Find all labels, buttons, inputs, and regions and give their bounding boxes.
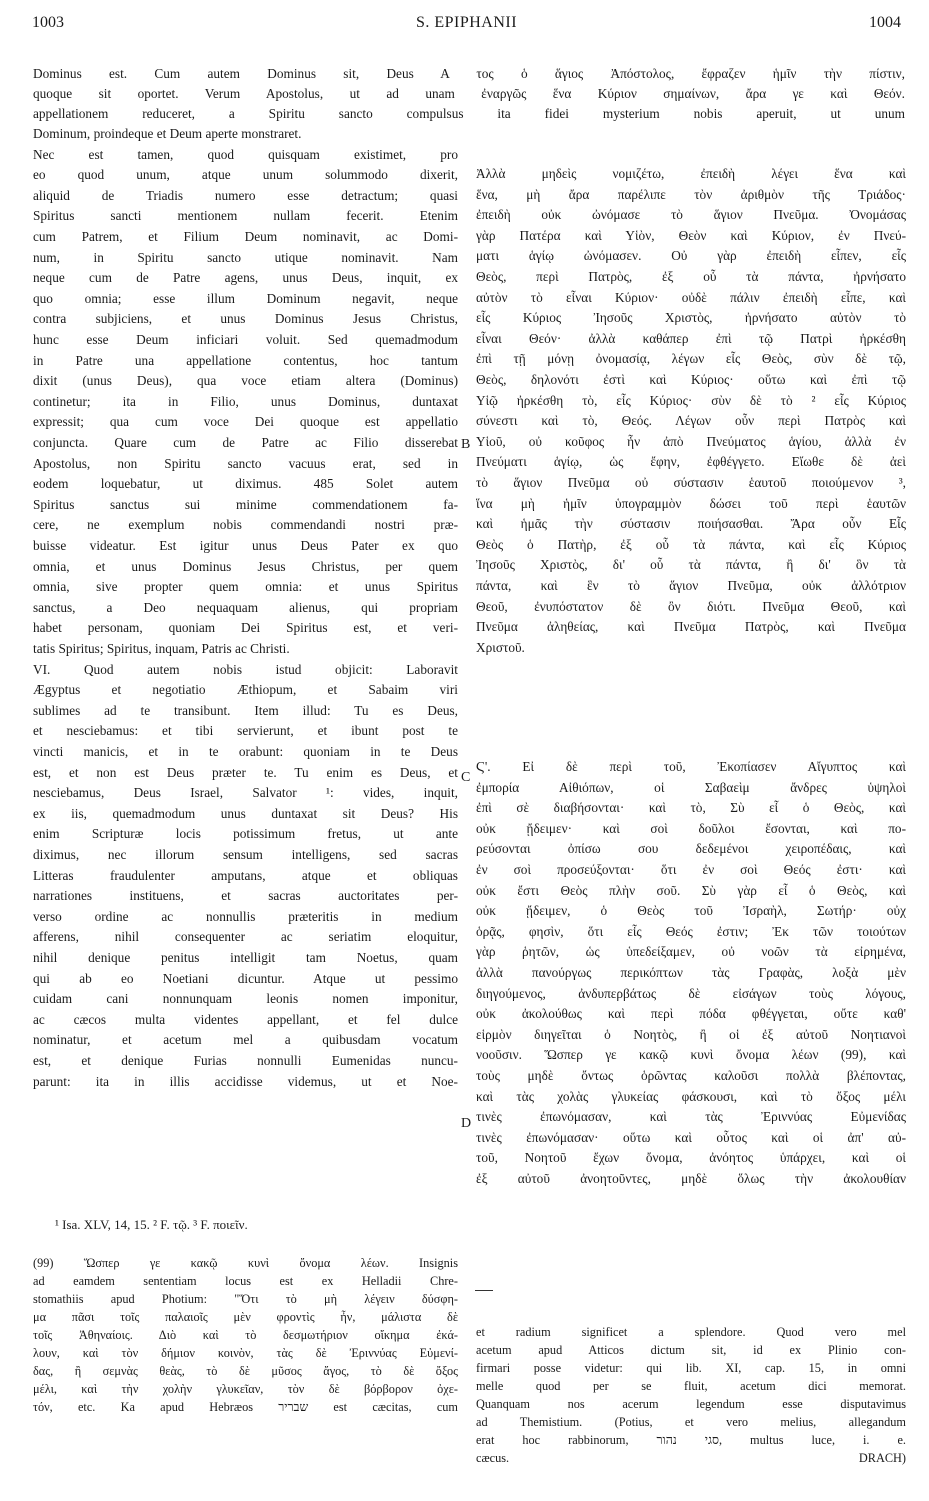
running-header: [32, 14, 901, 36]
note-line: μα πᾶσι τοῖς παλαιοῖς μὲν φροντὶς ἦν, μάλιστα δὲ: [33, 1310, 458, 1324]
latin-line: sanctus, a Deo nequaquam alienus, qui propriam: [33, 599, 458, 615]
latin-line: dixit (unus Deus), qua voce etiam altera (Dominus): [33, 373, 458, 389]
note-line: et radium significet a splendore. Quod vero mel: [476, 1325, 906, 1339]
latin-line: narrationes instituens, et sacras auctoritates per-: [33, 888, 458, 904]
latin-line: cum Patrem, et Filium Deum nominavit, ac Domi-: [33, 229, 458, 244]
greek-line: εἱρμὸν διηγεῖται ὁ Νοητὸς, ἢ οἱ ἐξ αὐτοῦ Νοητιανοὶ: [476, 1026, 906, 1042]
latin-line: nominatur, et acetum mel a quibusdam vocatum: [33, 1032, 458, 1048]
footnote-rule: [475, 1290, 493, 1291]
greek-line: αὐτὸν τὸ εἶναι Κύριον· οὐδὲ πάλιν ἐπειδὴ εἶπε, καὶ: [476, 289, 906, 305]
latin-line: sublimes ad te transibunt. Item illud: Tu es Deus,: [33, 702, 458, 718]
latin-line: nihil denique penitus intelligit tam Noetus, quam: [33, 950, 458, 965]
greek-line: Ἰησοῦς Χριστὸς, δι' οὗ τὰ πάντα, ἢ δι' ὃν τὰ: [476, 557, 906, 573]
latin-line: VI. Quod autem nobis istud objicit: Laboravit: [33, 661, 458, 677]
latin-line: vincti manicis, et in te orabunt: quoniam in te Deus: [33, 744, 458, 759]
latin-line: num, in Spiritu sancto utique nominavit. Nam: [33, 249, 458, 265]
note-line: cæcus. DRACH): [476, 1451, 906, 1465]
latin-line: cere, ne exemplum nobis commendandi nostri præ-: [33, 517, 458, 533]
latin-line: eodem loquebatur, ut diximus. 485 Solet autem: [33, 476, 458, 492]
text-line: quoque sit oportet. Verum Apostolus, ut ad unam ἐναργῶς ἕνα Κύριον σημαίνων, ἄρα γε καὶ Θεόν.: [33, 86, 905, 101]
latin-line: est, et non est Deus præter te. Tu enim es Deus, et: [33, 764, 458, 780]
latin-line: conjuncta. Quare cum de Patre ac Filio disserebat: [33, 435, 458, 450]
latin-line: Spiritus sanctus sui minime commendationem fa-: [33, 496, 458, 512]
latin-line: omnia, sive propter quem omnia: et unus Spiritus: [33, 579, 458, 595]
greek-line: Πνεῦμα ἀληθείας, καὶ Πνεῦμα Πατρὸς, καὶ Πνεῦμα: [476, 619, 906, 635]
note-line: stomathiis apud Photium: "Ὅτι τὸ μὴ λέγειν δύσφη-: [33, 1292, 458, 1306]
latin-line: enim Scripturæ locis potissimum fretus, ut ante: [33, 826, 458, 842]
greek-line: τινὲς ἐπωνόμασαν· οὕτω καὶ οὗτος καὶ οἱ ἀπ' αὐ-: [476, 1129, 906, 1145]
greek-line: Ϛ'. Εἰ δὲ περὶ τοῦ, Ἐκοπίασεν Αἴγυπτος καὶ: [476, 759, 906, 774]
note-line: erat hoc rabbinorum, סגי נהור, multus luce, i. e.: [476, 1433, 906, 1447]
note-line: λουν, καὶ τὸν δήμιον κοινὸν, τὰς δὲ Ἐριννύας Εὐμενί-: [33, 1346, 458, 1360]
latin-line: afferens, nihil consequenter ac seriatim eloquitur,: [33, 929, 458, 945]
greek-line: τινὲς ἐπωνόμασαν, καὶ τὰς Ἐριννύας Εὐμενίδας: [476, 1109, 906, 1125]
greek-line: ἐπειδὴ οὐκ ὠνόμασε τὸ ἅγιον Πνεῦμα. Ὀνομάσας: [476, 207, 906, 223]
note-line: δας, ἢ σεμνὰς θεὰς, τὸ δὲ μῦσος ἄγος, τὸ δὲ ὄξος: [33, 1364, 458, 1378]
greek-line: Υἱῷ ἠρκέσθη τὸ, εἷς Κύριος· σὺν δὲ τὸ ² εἷς Κύριος: [476, 392, 906, 408]
greek-line: διηγούμενος, ἀνδυπερβάτως δὲ εἰσάγων τοὺς λόγους,: [476, 985, 906, 1001]
latin-line: contra subjiciens, et unus Dominus Jesus Christus,: [33, 311, 458, 327]
latin-line: expressit; qua cum voce Dei quoque est appellatio: [33, 414, 458, 430]
greek-line: Θεὸς, περὶ Πατρὸς, ἐξ οὗ τὰ πάντα, ἠρνήσατο: [476, 269, 906, 284]
latin-line: habet personam, quoniam Dei Spiritus est, et veri-: [33, 620, 458, 636]
text-line: Dominus est. Cum autem Dominus sit, Deus A τος ὁ ἅγιος Ἀπόστολος, ἔφραζεν ἡμῖν τὴν πίστιν,: [33, 66, 905, 81]
greek-line: εἶναι Θεόν· ἀλλὰ καθάπερ ἐπὶ τῷ Πατρὶ ἠρκέσθη: [476, 330, 906, 346]
latin-line: Ægyptus et negotiatio Æthiopum, et Sabaim viri: [33, 682, 458, 698]
greek-line: εἷς Κύριος Ἰησοῦς Χριστὸς, ἠρνήσατο αὐτὸν τὸ: [476, 310, 906, 326]
greek-line: ματι ἁγίῳ ὠνόμασεν. Οὐ γὰρ ἐπειδὴ εἶπεν, εἷς: [476, 248, 906, 264]
latin-line: Apostolus, non Spiritu sancto vacuus erat, sed in: [33, 455, 458, 471]
note-line: ad Themistium. (Potius, et vero melius, allegandum: [476, 1415, 906, 1429]
latin-line: neque cum de Patre agens, unus Deus, inquit, ex: [33, 270, 458, 286]
latin-line: Litteras fraudulenter amputans, atque et obliquas: [33, 867, 458, 883]
latin-line: verso ordine ac nonnullis præteritis in medium: [33, 908, 458, 924]
latin-line: ex iis, quemadmodum unus duntaxat sit Deus? His: [33, 805, 458, 821]
latin-line: eo quod unum, atque unum solummodo dixerit,: [33, 167, 458, 183]
latin-line: qui ab eo Noetiani dicuntur. Atque ut pessimo: [33, 970, 458, 986]
greek-line: Χριστοῦ.: [476, 639, 525, 655]
latin-line: nesciebamus, Deus Israel, Salvator ¹: vides, inquit,: [33, 785, 458, 801]
note-line: μέλι, καὶ τὴν χολὴν γλυκεῖαν, τὸν δὲ βόρβορον ὀχε-: [33, 1382, 458, 1396]
greek-line: Υἱοῦ, οὐ κοῦφος ἦν ἀπὸ Πνεύματος ἁγίου, ἀλλὰ ἐν: [476, 433, 906, 449]
latin-line: omnia, et unus Dominus Jesus Christus, per quem: [33, 558, 458, 574]
latin-line: aliquid de Triadis numero esse detractum; quasi: [33, 187, 458, 203]
greek-line: τὸ ἅγιον Πνεῦμα οὐ σύστασιν ἑαυτοῦ ποιούμενον ³,: [476, 475, 906, 490]
latin-line: est, et denique Furias nonnulli Eumenidas nuncu-: [33, 1053, 458, 1068]
latin-line: Spiritus sancti mentionem nullam fecerit. Etenim: [33, 208, 458, 224]
greek-line: οὐκ ἀκολούθως καὶ περὶ πόδα φθέγγεται, οὔτε καθ': [476, 1006, 906, 1022]
greek-line: ἐν σοὶ προσεύξονται· ὅτι ἐν σοὶ Θεός ἐστι· καὶ: [476, 862, 906, 877]
greek-line: Πνεύματι ἁγίῳ, ὡς ἔφην, ἐφθέγγετο. Εἴωθε δὲ ἀεὶ: [476, 454, 906, 470]
latin-line: hunc esse Deum inficiari voluit. Sed quemadmodum: [33, 332, 458, 347]
text-line: appellationem reduceret, a Spiritu sancto compulsus ita fidei mysterium nobis aperuit, ut unum: [33, 106, 905, 121]
latin-line: quo omnia; esse illum Dominum negavit, neque: [33, 290, 458, 306]
section-marker: D: [461, 1116, 472, 1131]
greek-line: ἐπὶ τῇ μόνῃ ὀνομασίᾳ, λέγων εἷς Θεὸς, σὺν δὲ τῷ,: [476, 351, 906, 367]
footnote-references: ¹ Isa. XLV, 14, 15. ² F. τῷ. ³ F. ποιεῖν.: [55, 1217, 248, 1232]
greek-line: πάντα, καὶ ἓν τὸ ἅγιον Πνεῦμα, οὐκ ἀλλότριον: [476, 578, 906, 593]
latin-line: et nesciebamus: et tibi servierunt, et ibunt post te: [33, 723, 458, 739]
latin-line: ac cæcos multa videntes appellant, et fel dulce: [33, 1011, 458, 1027]
note-line: τοῖς Ἀθηναίοις. Διὸ καὶ τὸ δεσμωτήριον οἴκημα ἐκά-: [33, 1328, 458, 1342]
greek-line: Θεὸς ὁ Πατὴρ, ἐξ οὗ τὰ πάντα, καὶ εἷς Κύριος: [476, 536, 906, 552]
greek-line: τοὺς μηδὲ ὄντως ὁρῶντας καλοῦσι πολλὰ βλέποντας,: [476, 1068, 906, 1083]
page-number-left: 1003: [32, 14, 64, 31]
greek-line: Θεὸς, δηλονότι ἐστὶ καὶ Κύριος· οὕτω καὶ ἐπὶ τῷ: [476, 372, 906, 387]
greek-line: γὰρ Πατέρα καὶ Υἱὸν, Θεὸν καὶ Κύριον, ἐν Πνεύ-: [476, 227, 906, 243]
greek-line: ἀλλὰ πανούργως περικόπτων τὰς Γραφὰς, λοξὰ μὲν: [476, 965, 906, 980]
note-line: τόν, etc. Ka apud Hebræos שבריר est cæcitas, cum: [33, 1400, 458, 1414]
greek-line: Θεοῦ, ἐνυπόστατον δὲ ὂν διότι. Πνεῦμα Θεοῦ, καὶ: [476, 598, 906, 614]
section-marker: B: [461, 437, 471, 452]
section-marker: C: [461, 770, 471, 785]
note-line: firmari posse videtur: qui lib. XI, cap. 15, in omni: [476, 1361, 906, 1375]
latin-line: in Patre una appellatione contentus, hoc tantum: [33, 352, 458, 368]
greek-line: ἐμπορία Αἰθιόπων, οἱ Σαβαεὶμ ἄνδρες ὑψηλοὶ: [476, 779, 906, 795]
greek-line: ἕνα, μὴ ἄρα παρέλιπε τὸν ἀριθμὸν τῆς Τριάδος·: [476, 186, 906, 202]
greek-line: νοοῦσιν. Ὥσπερ γε κακῷ κυνὶ ὄνομα λέων (99), καὶ: [476, 1047, 906, 1063]
latin-line: Dominum, proindeque et Deum aperte monstraret.: [33, 126, 302, 141]
note-line: Quanquam nos acerum legendum esse disputavimus: [476, 1397, 906, 1411]
latin-line: continetur; ita in Filio, unus Dominus, duntaxat: [33, 393, 458, 409]
latin-line: diximus, nec illorum sensum intelligens, sed sacras: [33, 847, 458, 862]
greek-line: ἐξ αὐτοῦ ἀνοητοῦντες, μηδὲ ὅλως τὴν ἀκολουθίαν: [476, 1171, 906, 1186]
greek-line: Ἀλλὰ μηδεὶς νομιζέτω, ἐπειδὴ λέγει ἕνα καὶ: [476, 166, 906, 181]
running-title: S. EPIPHANII: [415, 14, 518, 31]
greek-line: οὐκ ᾔδειμεν· καὶ σοὶ δοῦλοι ἔσονται, καὶ πο-: [476, 820, 906, 836]
latin-line: cuidam cani nonnunquam leonis nomen imponitur,: [33, 991, 458, 1007]
note-line: ad eamdem sententiam locus est ex Helladii Chre-: [33, 1274, 458, 1288]
greek-line: οὐκ ᾔδειμεν, ὁ Θεὸς τοῦ Ἰσραὴλ, Σωτήρ· οὐχ: [476, 903, 906, 919]
greek-line: καὶ τὰς χολὰς γλυκείας φάσκουσι, καὶ τὸ ὄξος μέλι: [476, 1088, 906, 1104]
greek-line: ἵνα μὴ ἡμῖν ὑπογραμμὸν δώσει τοῦ περὶ ἑαυτῶν: [476, 495, 906, 511]
greek-line: γὰρ ῥητῶν, ὡς ὑπεδείξαμεν, οὐ νοῶν τὰ εἰρημένα,: [476, 944, 906, 960]
greek-line: σύνεστι καὶ τὸ, Θεός. Λέγων οὖν περὶ Πατρὸς καὶ: [476, 413, 906, 429]
greek-line: ὁρᾷς, φησὶν, ὅτι εἷς Θεός ἐστιν; Ἐκ τῶν τοιούτων: [476, 923, 906, 939]
latin-line: Nec est tamen, quod quisquam existimet, pro: [33, 146, 458, 162]
greek-line: ρεύσονται ὀπίσω σου δεδεμένοι χειροπέδαις, καὶ: [476, 841, 906, 857]
greek-line: οὐκ ἔστι Θεὸς πλὴν σοῦ. Σὺ γὰρ εἶ ὁ Θεὸς, καὶ: [476, 882, 906, 898]
greek-line: ἐπὶ σὲ διαβήσονται· καὶ τὸ, Σὺ εἶ ὁ Θεὸς, καὶ: [476, 800, 906, 816]
note-line: acetum apud Atticos dictum sit, id ex Plinio con-: [476, 1343, 906, 1357]
latin-line: parunt: ita in illis accidisse videmus, ut et Noe-: [33, 1073, 458, 1089]
note-line: (99) Ὥσπερ γε κακῷ κυνὶ ὄνομα λέων. Insignis: [33, 1256, 458, 1270]
greek-line: τοῦ, Νοητοῦ ἔχων ὄνομα, ἀνόητος ὑπάρχει, καὶ οἱ: [476, 1150, 906, 1166]
greek-line: καὶ ἡμᾶς τὴν σύστασιν ποιήσασθαι. Ἄρα οὖν Εἷς: [476, 516, 906, 532]
note-line: melle quod per se fluit, acetum dici memorat.: [476, 1379, 906, 1393]
latin-line: tatis Spiritus; Spiritus, inquam, Patris ac Christi.: [33, 641, 290, 656]
latin-line: buisse videatur. Est igitur unus Deus Pater ex quo: [33, 538, 458, 553]
page-number-right: 1004: [869, 14, 901, 31]
